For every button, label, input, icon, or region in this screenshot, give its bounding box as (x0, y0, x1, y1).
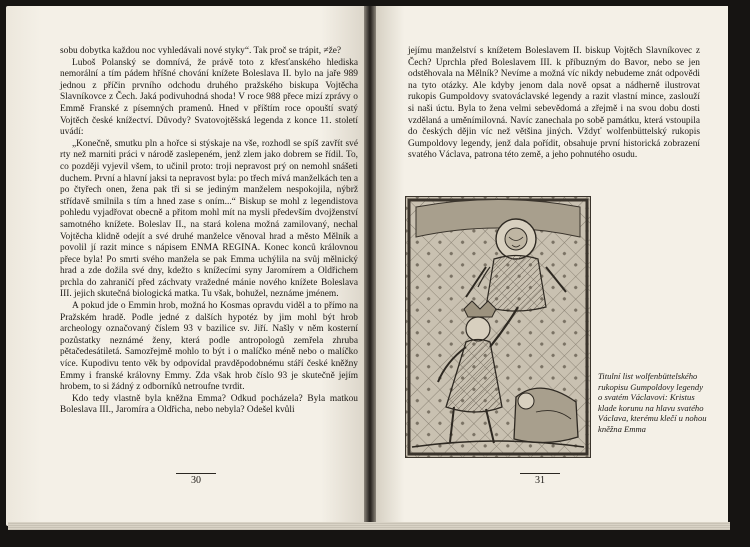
paragraph: sobu dobytka každou noc vyhledávali nové styky“. Tak proč se trápit, ≠že? (60, 46, 342, 56)
left-page (6, 6, 364, 526)
paragraph: „Konečně, smutku pln a hořce si stýskaje na vše, rozhodl se spíš zavřít své rty než marniti práci v národě zaslepeném, jenž zlem jako dobrem se řídil. To, co později vyjevil všem, to učinil proto: troji nepravost prý on nemohl snášeti duchem. První a hlavní jaksi ta nepravost byla: po třech mívá manželkách ten a po čtyřech onen, žena pak tři si se jediným manželem nespokojila, nýbrž střídavě smilnila s tím a hned zase s oním...“ Biskup se mohl z legendistova pohledu vyjadřovat obecně a přitom mohl mít na mysli především dvojženství samotného knížete. Boleslav II., na stará kolena možná zamilovaný, nechal Vojtěcha klidně odejít a své druhé manželce věnoval hrad a město Mělník a povolil jí razit mince s nápisem ENMA REGINA. Konec konců královnou přece byla! Po smrti svého manžela se pak Emma uchýlila na svůj mělnický hrad a zde dožila své dny, kdežto s knížecími syny Jaromírem a Oldřichem prchla do zahraničí před záchvaty vražedné mánie nového knížete Boleslava III. jejich skutečná biologická matka. Tu však, bohužel, neznáme jménem. (60, 138, 358, 300)
illustration-caption: Titulní list wolfenbüttelského rukopisu Gumpoldovy legendy o svatém Václavovi: Kristus klade korunu na hlavu svatého Václava, kterému klečí u nohou kněžna Emma (598, 371, 707, 434)
paragraph: jejímu manželství s knížetem Boleslavem II. biskup Vojtěch Slavníkovec z Čech? Uprchla před Boleslavem III. k příbuzným do Bavor, nebo se jen odstěhovala na Mělník? Nevíme a možná víc nikdy nebudeme znát odpovědi na tyto otázky. Ale kdyby jenom dala nově opsat a nádherně ilustrovat rukopis Gumpoldovy svatováclavské legendy a razit vlastní mince, zaslouží si naši úctu. Byla to žena velmi sebevědomá a zřejmě i na svou dobu dosti vzdělaná a uměnímilovná. Navíc zanechala po sobě památku, která vstoupila do českých dějin víc než většina jiných. Vždyť wolfenbüttelský rukopis Gumpoldovy legendy, jenž dala pořídit, obsahuje první historická zobrazení svatého Václava, patrona této země, a jeho pohnutého osudu. (408, 46, 700, 161)
page-number: 31 (535, 475, 545, 486)
page-number-rule (520, 473, 560, 474)
paragraph: Luboš Polanský se domnívá, že právě toto z křesťanského hlediska nemorální a tím pádem hříšné chování knížete Boleslava II. bylo na jaře 989 jednou z příčin prvního odchodu druhého pražského biskupa Vojtěcha Slavníkovce z Čech. Jaká podivuhodná shoda! V roce 988 přece mizí zprávy o Emmě Franské z písemných pramenů. Hned v příštím roce opouští svatý Vojtěch české knížectví. Důvody? Svatovojtěšská legenda z konce 11. století uvádí: (60, 57, 358, 138)
paragraph: A pokud jde o Emmin hrob, možná ho Kosmas opravdu viděl a to přímo na Pražském hradě. Podle jedné z dalších hypotéz by jim mohl být hrob archeology označovaný číslem 93 v bazilice sv. Jiří. Našly v něm kosterní pozůstatky neznámé ženy, která podle antropologů zemřela zhruba pětačedesátiletá. Samozřejmě mohlo to být i o malíčko méně nebo o malíčko více. Kupodivu tento věk by odpovídal pravděpodobnému stáří české kněžny Emmy i franské královny Emmy. Zda však hrob číslo 93 je skutečně jejím hrobem, to si žádný z odborníků netroufne tvrdit. (60, 301, 358, 393)
paragraph: Kdo tedy vlastně byla kněžna Emma? Odkud pocházela? Byla matkou Boleslava III., Jaromíra a Oldřicha, nebo nebyla? Odešel kvůli (60, 393, 358, 416)
page-number: 30 (191, 475, 201, 486)
left-page-text (60, 46, 358, 417)
manuscript-illustration (405, 196, 591, 458)
illustration-drawing (406, 197, 590, 457)
book-gutter (364, 6, 376, 528)
page-number-rule (176, 473, 216, 474)
page-number-left (176, 473, 216, 486)
right-page (376, 6, 728, 526)
right-page-text (408, 46, 700, 162)
page-number-right (520, 473, 560, 486)
page-stack-edge (8, 522, 730, 530)
